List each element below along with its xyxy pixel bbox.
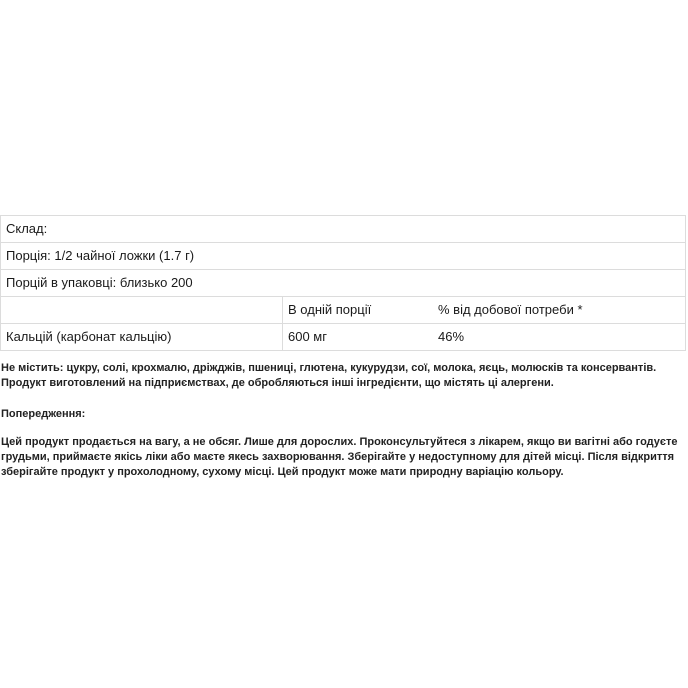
table-row bbox=[0, 324, 686, 351]
nutrient-amount: 600 мг bbox=[288, 329, 327, 344]
warning-text: Цей продукт продається на вагу, а не обсяг. Лише для дорослих. Проконсультуйтеся з лікарем, якщо ви вагітні або годуєте грудьми, приймаєте якісь ліки або маєте якесь захворювання. Зберігайте у недоступному для дітей місці. Після відкриття зберігайте продукт у прохолодному, сухому місці. Цей продукт може мати природну варіацію кольору. bbox=[1, 436, 678, 478]
composition-label: Склад: bbox=[6, 221, 48, 236]
column-divider bbox=[282, 297, 283, 323]
column-divider bbox=[282, 324, 283, 350]
servings-per-container-row bbox=[0, 270, 686, 297]
nutrient-name: Кальцій (карбонат кальцію) bbox=[6, 329, 172, 344]
serving-size-row bbox=[0, 243, 686, 270]
product-notes bbox=[1, 361, 685, 480]
servings-per-container: Порцій в упаковці: близько 200 bbox=[6, 275, 193, 290]
warning-title: Попередження: bbox=[1, 408, 86, 420]
allergen-free-statement: Не містить: цукру, солі, крохмалю, дріжджів, пшениці, глютена, кукурудзи, сої, молока, яєць, молюсків та консервантів. Продукт виготовлений на підприємствах, де обробляються інші інгредієнти, що містять ці алергени. bbox=[1, 362, 657, 389]
supplement-facts-table bbox=[0, 215, 686, 351]
table-header-row bbox=[0, 297, 686, 324]
daily-value-header: % від добової потреби * bbox=[438, 302, 583, 317]
nutrient-daily-value: 46% bbox=[438, 329, 465, 344]
per-serving-header: В одній порції bbox=[288, 302, 372, 317]
serving-size: Порція: 1/2 чайної ложки (1.7 г) bbox=[6, 248, 195, 263]
composition-row bbox=[0, 216, 686, 243]
